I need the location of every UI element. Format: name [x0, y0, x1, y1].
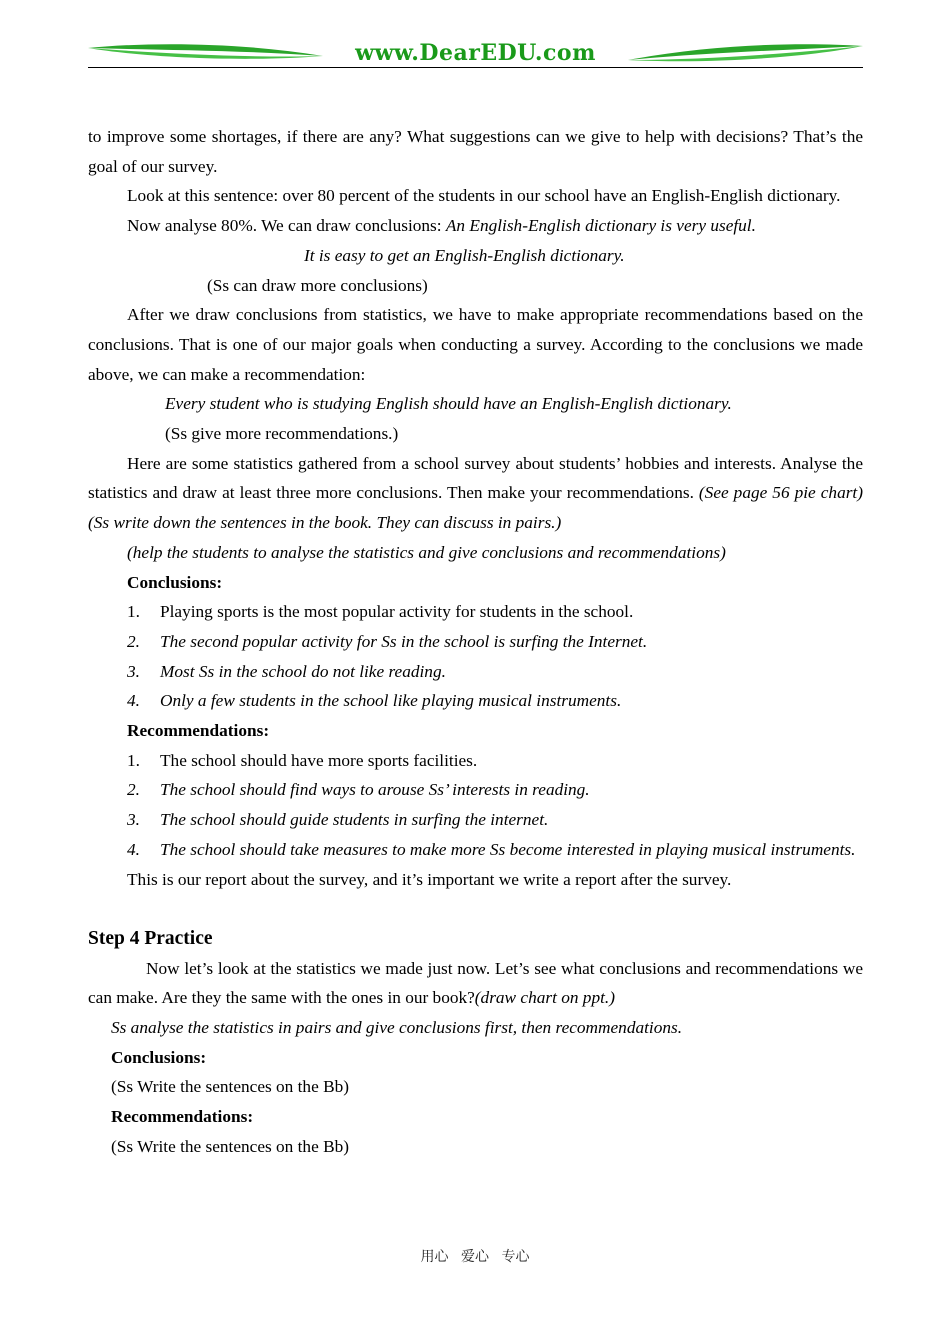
paragraph: to improve some shortages, if there are any? What suggestions can we give to help with decisions? That’s the goal of our survey. [88, 127, 863, 176]
list-item [88, 835, 863, 865]
paragraph-text: Here are some statistics gathered from a school survey about students’ hobbies and interests. Analyse the statistics and draw at least three more conclusions. Then make your recommendations. [88, 453, 863, 503]
header-banner [88, 38, 863, 70]
teacher-note: (Ss Write the sentences on the Bb) [111, 1077, 349, 1097]
site-name[interactable]: www.DearEDU.com [355, 40, 596, 66]
list-text: The school should have more sports facilities. [160, 750, 478, 770]
list-number: 2. [127, 631, 140, 651]
section-heading: Step 4 Practice [88, 927, 213, 949]
list-text: The school should find ways to arouse Ss’ interests in reading. [160, 780, 590, 800]
list-number: 3. [127, 810, 140, 830]
example-sentence: It is easy to get an English-English dictionary. [304, 245, 625, 265]
teacher-note: (See page 56 pie chart) (Ss write down the sentences in the book. They can discuss in pairs.) [88, 483, 863, 533]
list-number: 2. [127, 780, 140, 800]
list-item [88, 805, 863, 835]
list-text: Playing sports is the most popular activity for students in the school. [160, 602, 634, 622]
page-footer: 用心 爱心 专心 [420, 1249, 530, 1265]
list-number: 4. [127, 839, 140, 859]
list-text: The second popular activity for Ss in the school is surfing the Internet. [160, 631, 648, 651]
list-item [88, 597, 863, 627]
list-text: The school should take measures to make more Ss become interested in playing musical instruments. [160, 839, 856, 859]
teacher-note: Ss analyse the statistics in pairs and give conclusions first, then recommendations. [111, 1018, 683, 1038]
list-item [88, 746, 863, 776]
teacher-note: (Ss can draw more conclusions) [207, 275, 428, 295]
paragraph: Look at this sentence: over 80 percent of the students in our school have an English-English dictionary. [127, 186, 841, 206]
teacher-note: (Ss give more recommendations.) [165, 424, 399, 444]
example-sentence: An English-English dictionary is very useful. [445, 216, 756, 236]
section-label: Conclusions: [111, 1047, 207, 1067]
paragraph [88, 211, 863, 241]
list-text: Only a few students in the school like playing musical instruments. [160, 691, 622, 711]
list-number: 3. [127, 661, 140, 681]
document-body [88, 122, 863, 1162]
list-number: 1. [127, 750, 140, 770]
teacher-note: (draw chart on ppt.) [474, 988, 615, 1008]
list-item [88, 657, 863, 687]
list-text: The school should guide students in surfing the internet. [160, 810, 549, 830]
section-label: Recommendations: [127, 721, 270, 741]
teacher-note: (Ss Write the sentences on the Bb) [111, 1136, 349, 1156]
list-text: Most Ss in the school do not like reading. [160, 661, 446, 681]
list-number: 4. [127, 691, 140, 711]
list-item [88, 775, 863, 805]
section-label: Recommendations: [111, 1107, 254, 1127]
teacher-note: (help the students to analyse the statistics and give conclusions and recommendations) [127, 542, 726, 562]
paragraph [88, 449, 863, 538]
section-label: Conclusions: [127, 572, 223, 592]
paragraph [88, 954, 863, 1013]
list-item [88, 686, 863, 716]
paragraph-text: Now let’s look at the statistics we made just now. Let’s see what conclusions and recommendations we can make. Are they the same with the ones in our book? [88, 958, 863, 1008]
list-number: 1. [127, 602, 140, 622]
example-sentence: Every student who is studying English should have an English-English dictionary. [165, 394, 732, 414]
list-item [88, 627, 863, 657]
header-rule [88, 67, 863, 68]
paragraph: This is our report about the survey, and it’s important we write a report after the survey. [127, 869, 732, 889]
paragraph: After we draw conclusions from statistics, we have to make appropriate recommendations based on the conclusions. That is one of our major goals when conducting a survey. According to the conclusions we made above, we can make a recommendation: [88, 305, 863, 384]
paragraph-text: Now analyse 80%. We can draw conclusions: [127, 216, 446, 236]
